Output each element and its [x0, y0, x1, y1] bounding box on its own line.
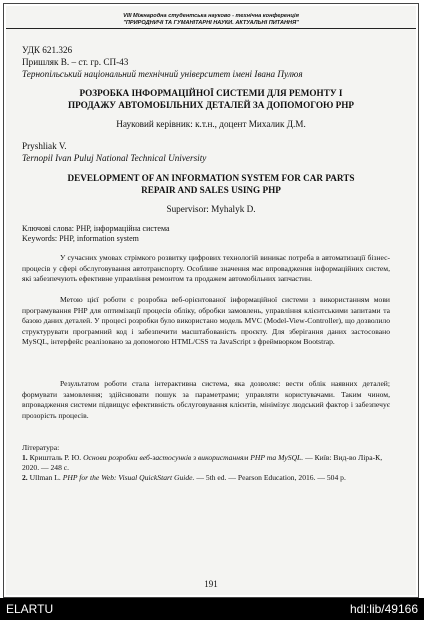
author-en: Pryshliak V.	[22, 141, 67, 151]
reference-title: PHP for the Web: Visual QuickStart Guide.	[62, 473, 195, 482]
reference-details: — 5th ed. — Pearson Education, 2016. — 504 p.	[196, 473, 346, 482]
body-paragraph-1: У сучасних умовах стрімкого розвитку цифрових технологій виникає потреба в автоматизації бізнес-процесів у сфері обслуговування автотранспорту. Особливе значення має впровадження інформаційних систем, які забезпечують ефективне управління ремонтом та продажем автомобільних запчастин.	[22, 253, 390, 284]
reference-details: — Київ: Вид-во Ліра-К, 2020. — 248 с.	[22, 453, 383, 473]
affiliation-ua: Тернопільський національний технічний університет імені Івана Пулюя	[22, 69, 303, 79]
title-en-line-2: REPAIR AND SALES USING PHP	[141, 185, 281, 195]
repository-footer	[0, 598, 424, 620]
conference-line-2: "ПРИРОДНИЧІ ТА ГУМАНІТАРНІ НАУКИ. АКТУАЛЬНІ ПИТАННЯ"	[123, 20, 299, 26]
conference-line-1: VIII Міжнародна студентська науково - технічна конференція	[123, 13, 299, 19]
reference-title: Основи розробки веб-застосунків з використанням PHP та MySQL.	[83, 453, 304, 462]
reference-number: 2.	[22, 473, 28, 482]
supervisor-ua: Науковий керівник: к.т.н., доцент Михалик Д.М.	[116, 119, 306, 129]
author-ua: Пришляк В. – ст. гр. СП-43	[22, 57, 129, 67]
reference-item	[22, 473, 390, 483]
references-heading: Література:	[22, 443, 60, 452]
document-page	[6, 6, 416, 595]
udc-code: УДК 621.326	[22, 45, 73, 55]
keywords-en: Keywords: PHP, information system	[22, 234, 139, 243]
reference-number: 1.	[22, 453, 28, 462]
reference-author: Ullman L.	[29, 473, 61, 482]
keywords-ua: Ключові слова: PHP, інформаційна система	[22, 224, 170, 233]
body-paragraph-3: Результатом роботи стала інтерактивна система, яка дозволяє: вести облік наявних деталей; формувати замовлення; здійснювати пошук за параметрами; управляти користувачами. Таким чином, впровадження системи підвищує ефективність обслуговування клієнтів, мінімізує людський фактор і забезпечує прозорість процесів.	[22, 379, 390, 420]
repository-name: ELARTU	[6, 602, 54, 616]
conference-header	[6, 13, 416, 27]
title-ua-line-2: ПРОДАЖУ АВТОМОБІЛЬНИХ ДЕТАЛЕЙ ЗА ДОПОМОГОЮ PHP	[67, 100, 355, 110]
reference-author: Кришталь Р. Ю.	[29, 453, 82, 462]
body-paragraph-2: Метою цієї роботи є розробка веб-орієнтованої інформаційної системи з використанням мови програмування PHP для оптимізації процесів обліку, обробки замовлень, управління клієнтськими запитами та базою даних деталей. У процесі розробки було використано модель MVC (Model-View-Controller), що дозволило структурувати програмний код і забезпечити масштабованість проєкту. Для зберігання даних застосовано MySQL, інтерфейс реалізовано за допомогою HTML/CSS та JavaScript з фреймворком Bootstrap.	[22, 295, 390, 347]
title-en-line-1: DEVELOPMENT OF AN INFORMATION SYSTEM FOR CAR PARTS	[67, 173, 355, 183]
page-number: 191	[204, 579, 218, 589]
title-ua-line-1: РОЗРОБКА ІНФОРМАЦІЙНОЇ СИСТЕМИ ДЛЯ РЕМОНТУ І	[79, 88, 343, 98]
reference-item	[22, 453, 390, 473]
supervisor-en: Supervisor: Myhalyk D.	[166, 204, 256, 214]
affiliation-en: Ternopil Ivan Puluj National Technical University	[22, 153, 207, 163]
header-rule	[6, 28, 416, 29]
handle-link[interactable]: hdl:lib/49166	[349, 602, 418, 616]
